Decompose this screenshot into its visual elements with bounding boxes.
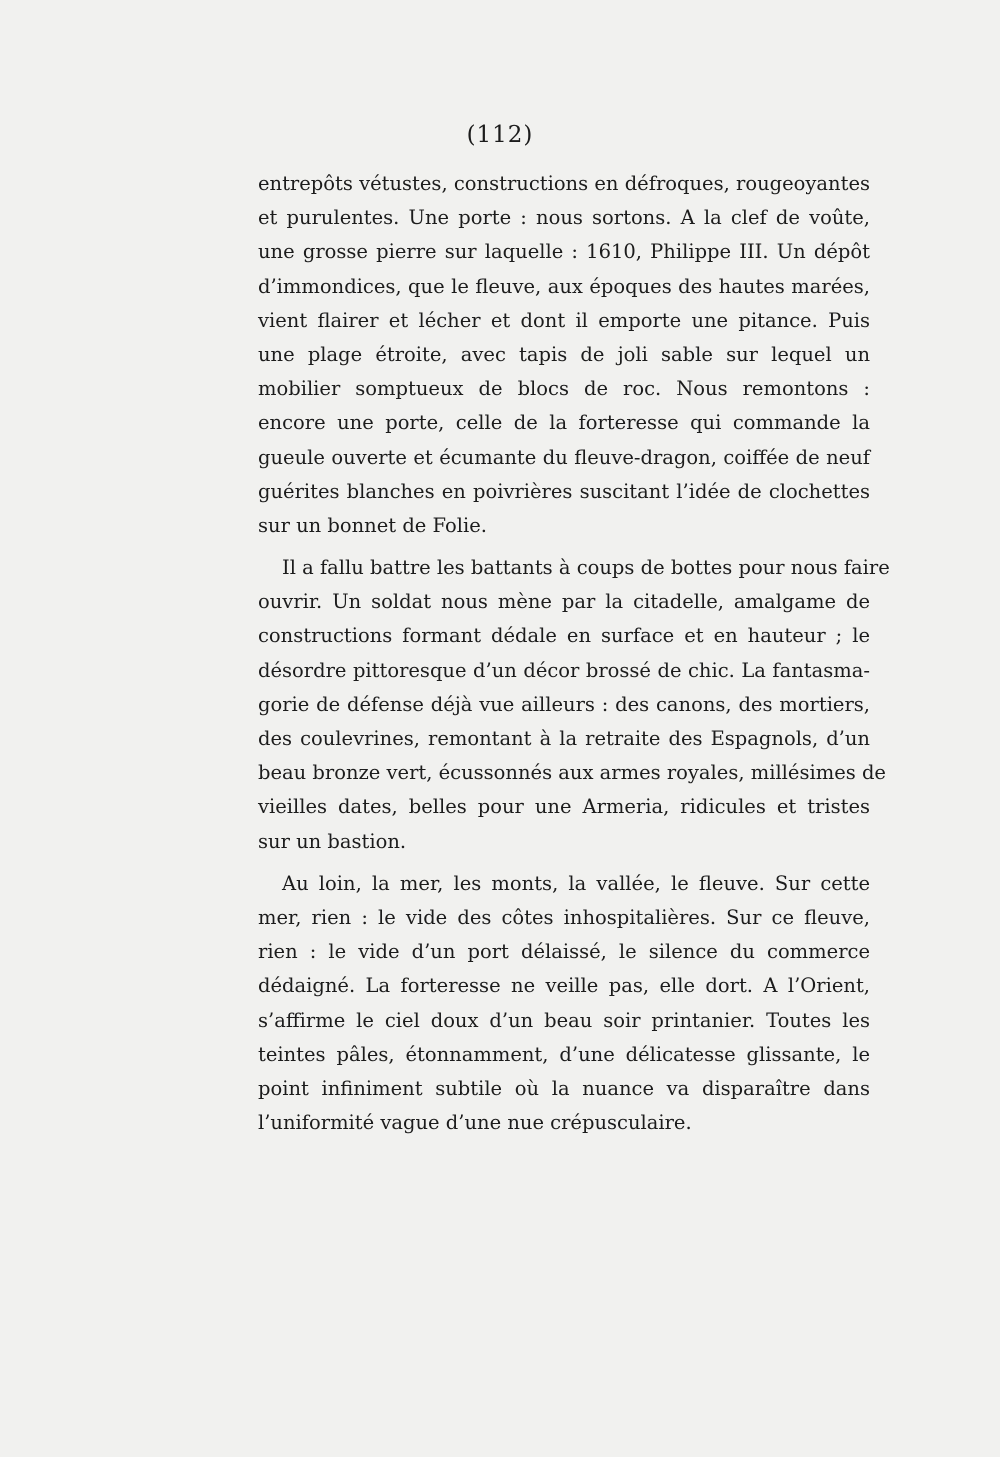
text-line: vient flairer et lécher et dont il emporte une pitance. Puis [258,308,870,332]
text-line: d’immondices, que le fleuve, aux époques des hautes marées, [258,274,870,298]
text-line: gorie de défense déjà vue ailleurs : des canons, des mortiers, [258,692,870,716]
text-line: beau bronze vert, écussonnés aux armes royales, millésimes de [258,761,886,785]
text-line: constructions formant dédale en surface et en hauteur ; le [258,624,870,648]
text-line: encore une porte, celle de la forteresse qui commande la [258,411,870,435]
text-line: guérites blanches en poivrières suscitant l’idée de clochettes [258,479,870,503]
text-line: point infiniment subtile où la nuance va disparaître dans [258,1076,870,1100]
text-line: une plage étroite, avec tapis de joli sable sur lequel un [258,342,870,366]
text-line: Au loin, la mer, les monts, la vallée, le fleuve. Sur cette [282,871,870,895]
text-line: mer, rien : le vide des côtes inhospitalières. Sur ce fleuve, [258,905,870,929]
text-line: ouvrir. Un soldat nous mène par la citadelle, amalgame de [258,590,870,614]
text-line: sur un bastion. [258,829,407,853]
text-line: et purulentes. Une porte : nous sortons. A la clef de voûte, [258,206,870,230]
text-line: sur un bonnet de Folie. [258,513,487,537]
text-line: une grosse pierre sur laquelle : 1610, Philippe III. Un dépôt [258,240,870,264]
text-line: entrepôts vétustes, constructions en défroques, rougeoyantes [258,172,870,195]
text-line: Il a fallu battre les battants à coups de bottes pour nous faire [282,556,890,580]
paragraph [258,867,870,1141]
text-line: désordre pittoresque d’un décor brossé de chic. La fantasma- [258,658,870,682]
paragraph [258,167,870,543]
text-line: mobilier somptueux de blocs de roc. Nous remontons : [258,377,870,401]
paragraph [258,551,890,859]
text-line: l’uniformité vague d’une nue crépusculaire. [258,1111,692,1135]
text-line: rien : le vide d’un port délaissé, le silence du commerce [258,940,870,964]
text-line: s’affirme le ciel doux d’un beau soir printanier. Toutes les [258,1008,870,1032]
text-line: teintes pâles, étonnamment, d’une délicatesse glissante, le [258,1042,870,1066]
text-line: dédaigné. La forteresse ne veille pas, elle dort. A l’Orient, [258,974,870,998]
text-line: des coulevrines, remontant à la retraite des Espagnols, d’un [258,727,870,750]
page-number: (112) [466,122,534,148]
body-text [258,167,890,1140]
text-line: gueule ouverte et écumante du fleuve-dragon, coiffée de neuf [258,445,870,469]
text-line: vieilles dates, belles pour une Armeria, ridicules et tristes [258,795,870,819]
